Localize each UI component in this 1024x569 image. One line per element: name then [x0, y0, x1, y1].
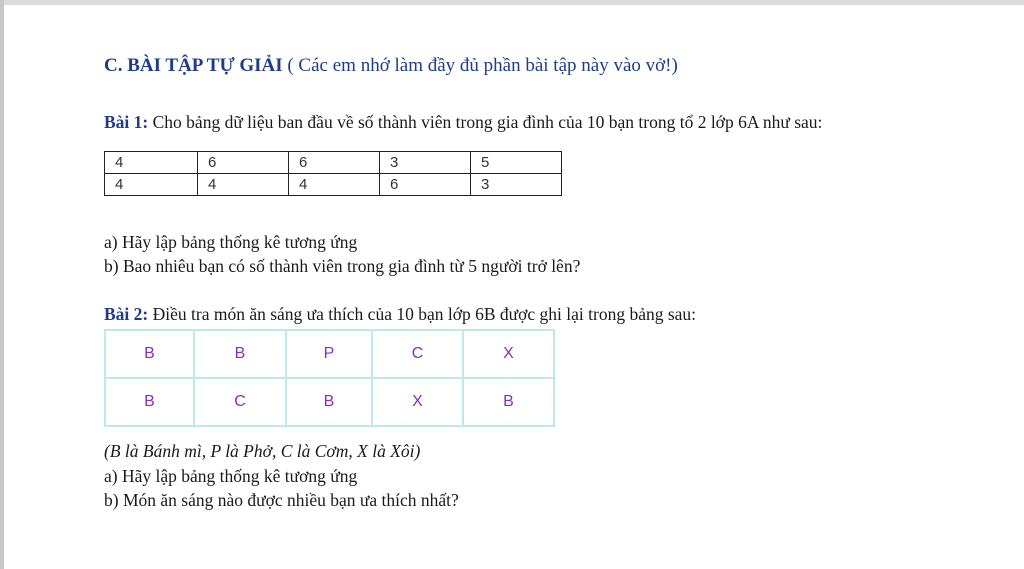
exercise1-question-b: b) Bao nhiêu bạn có số thành viên trong gia đình từ 5 người trở lên?	[104, 256, 581, 276]
exercise1-question-a: a) Hãy lập bảng thống kê tương ứng	[104, 232, 358, 252]
table-cell: 5	[471, 152, 562, 174]
exercise1-prompt	[104, 112, 822, 133]
exercise2-table	[104, 329, 555, 427]
table-cell: 4	[105, 174, 198, 196]
exercise2-text: Điều tra món ăn sáng ưa thích của 10 bạn lớp 6B được ghi lại trong bảng sau:	[148, 304, 697, 324]
section-label: C. BÀI TẬP TỰ GIẢI	[104, 55, 283, 76]
table-cell: B	[286, 378, 372, 426]
exercise2-legend: (B là Bánh mì, P là Phở, C là Cơm, X là Xôi)	[104, 441, 421, 461]
table-cell: B	[105, 378, 194, 426]
table-cell: 4	[105, 152, 198, 174]
table-cell: P	[286, 330, 372, 378]
table-cell: 6	[380, 174, 471, 196]
table-cell: C	[372, 330, 463, 378]
exercise1-text: Cho bảng dữ liệu ban đầu về số thành viên trong gia đình của 10 bạn trong tổ 2 lớp 6A như sau:	[148, 112, 823, 132]
table-cell: B	[463, 378, 554, 426]
table-row	[105, 378, 554, 426]
exercise1-label: Bài 1:	[104, 112, 149, 132]
exercise2-prompt	[104, 304, 696, 325]
table-cell: X	[463, 330, 554, 378]
table-cell: B	[194, 330, 286, 378]
exercise2-question-a: a) Hãy lập bảng thống kê tương ứng	[104, 466, 358, 486]
section-note: ( Các em nhớ làm đầy đủ phần bài tập này vào vở!)	[282, 55, 678, 76]
table-cell: C	[194, 378, 286, 426]
exercise2-label: Bài 2:	[104, 304, 149, 324]
table-cell: 6	[289, 152, 380, 174]
table-row	[105, 174, 562, 196]
table-cell: 6	[198, 152, 289, 174]
section-heading	[104, 55, 678, 77]
table-cell: 4	[289, 174, 380, 196]
exercise1-table	[104, 151, 562, 196]
exercise2-question-b: b) Món ăn sáng nào được nhiều bạn ưa thích nhất?	[104, 490, 459, 510]
table-cell: X	[372, 378, 463, 426]
table-cell: B	[105, 330, 194, 378]
table-cell: 4	[198, 174, 289, 196]
table-row	[105, 152, 562, 174]
table-cell: 3	[471, 174, 562, 196]
table-cell: 3	[380, 152, 471, 174]
table-row	[105, 330, 554, 378]
